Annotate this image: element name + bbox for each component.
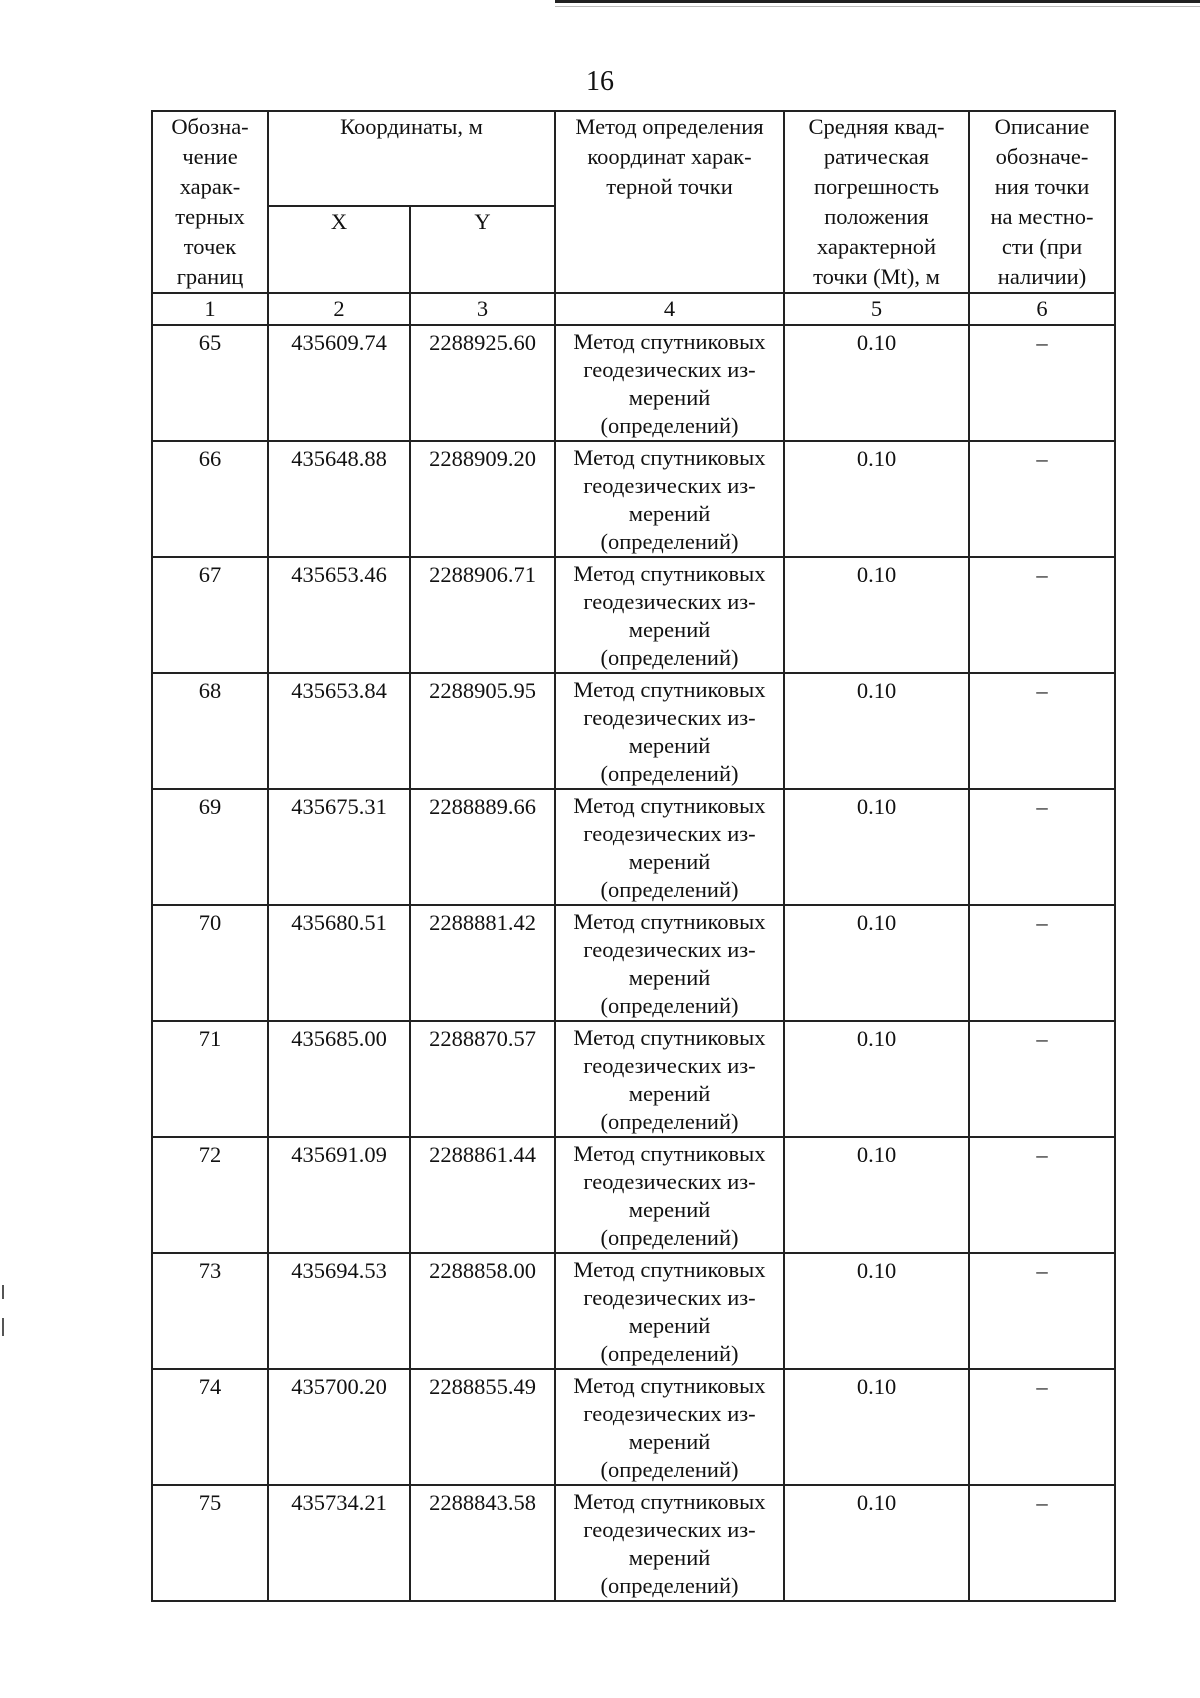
cell-description: – — [969, 1485, 1115, 1601]
cell-error: 0.10 — [784, 1253, 969, 1369]
top-border-line-shadow — [555, 6, 1200, 7]
cell-point: 66 — [152, 441, 268, 557]
cell-error: 0.10 — [784, 1369, 969, 1485]
cell-y: 2288861.44 — [410, 1137, 555, 1253]
cell-description: – — [969, 557, 1115, 673]
cell-y: 2288843.58 — [410, 1485, 555, 1601]
cell-error: 0.10 — [784, 673, 969, 789]
cell-point: 71 — [152, 1021, 268, 1137]
cell-method: Метод спутниковых геодезических из- мерений (определений) — [555, 1137, 784, 1253]
cell-x: 435680.51 — [268, 905, 410, 1021]
header-description: Описание обозначе- ния точки на местно- сти (при наличии) — [969, 111, 1115, 293]
cell-error: 0.10 — [784, 557, 969, 673]
cell-method: Метод спутниковых геодезических из- мерений (определений) — [555, 557, 784, 673]
cell-x: 435685.00 — [268, 1021, 410, 1137]
cell-y: 2288858.00 — [410, 1253, 555, 1369]
cell-point: 74 — [152, 1369, 268, 1485]
cell-point: 72 — [152, 1137, 268, 1253]
header-error: Средняя квад- ратическая погрешность положения характерной точки (Mt), м — [784, 111, 969, 293]
cell-y: 2288909.20 — [410, 441, 555, 557]
cell-method: Метод спутниковых геодезических из- мерений (определений) — [555, 325, 784, 441]
coordinates-table — [151, 110, 1116, 1602]
cell-description: – — [969, 905, 1115, 1021]
cell-point: 69 — [152, 789, 268, 905]
table-row — [152, 1485, 1115, 1601]
cell-x: 435653.46 — [268, 557, 410, 673]
table-row — [152, 325, 1115, 441]
table-row — [152, 789, 1115, 905]
cell-error: 0.10 — [784, 1137, 969, 1253]
column-number: 4 — [555, 293, 784, 325]
table-body — [152, 325, 1115, 1601]
column-number: 2 — [268, 293, 410, 325]
scan-mark — [2, 1318, 4, 1336]
cell-description: – — [969, 441, 1115, 557]
cell-method: Метод спутниковых геодезических из- мерений (определений) — [555, 1369, 784, 1485]
cell-y: 2288870.57 — [410, 1021, 555, 1137]
scan-mark — [2, 1285, 4, 1299]
cell-x: 435648.88 — [268, 441, 410, 557]
cell-x: 435700.20 — [268, 1369, 410, 1485]
table-row — [152, 905, 1115, 1021]
header-coordinates: Координаты, м — [268, 111, 555, 206]
cell-point: 68 — [152, 673, 268, 789]
table-row — [152, 673, 1115, 789]
column-number-row — [152, 293, 1115, 325]
cell-method: Метод спутниковых геодезических из- мерений (определений) — [555, 1021, 784, 1137]
cell-y: 2288906.71 — [410, 557, 555, 673]
cell-y: 2288881.42 — [410, 905, 555, 1021]
cell-method: Метод спутниковых геодезических из- мерений (определений) — [555, 673, 784, 789]
cell-x: 435653.84 — [268, 673, 410, 789]
cell-error: 0.10 — [784, 1485, 969, 1601]
cell-error: 0.10 — [784, 441, 969, 557]
cell-y: 2288925.60 — [410, 325, 555, 441]
cell-y: 2288889.66 — [410, 789, 555, 905]
table-row — [152, 1021, 1115, 1137]
column-number: 6 — [969, 293, 1115, 325]
cell-error: 0.10 — [784, 789, 969, 905]
cell-y: 2288855.49 — [410, 1369, 555, 1485]
header-x: X — [268, 206, 410, 293]
cell-method: Метод спутниковых геодезических из- мерений (определений) — [555, 1485, 784, 1601]
cell-point: 67 — [152, 557, 268, 673]
table-row — [152, 1253, 1115, 1369]
cell-description: – — [969, 1137, 1115, 1253]
cell-x: 435675.31 — [268, 789, 410, 905]
cell-point: 65 — [152, 325, 268, 441]
column-number: 3 — [410, 293, 555, 325]
cell-description: – — [969, 1021, 1115, 1137]
coordinates-table-wrapper — [151, 110, 1114, 1602]
cell-point: 70 — [152, 905, 268, 1021]
cell-method: Метод спутниковых геодезических из- мерений (определений) — [555, 441, 784, 557]
cell-method: Метод спутниковых геодезических из- мерений (определений) — [555, 905, 784, 1021]
column-number: 5 — [784, 293, 969, 325]
top-border-line — [555, 0, 1200, 3]
cell-point: 75 — [152, 1485, 268, 1601]
table-row — [152, 557, 1115, 673]
page-number: 16 — [586, 66, 614, 97]
cell-error: 0.10 — [784, 905, 969, 1021]
cell-description: – — [969, 325, 1115, 441]
cell-error: 0.10 — [784, 1021, 969, 1137]
cell-point: 73 — [152, 1253, 268, 1369]
cell-description: – — [969, 1253, 1115, 1369]
cell-y: 2288905.95 — [410, 673, 555, 789]
cell-x: 435694.53 — [268, 1253, 410, 1369]
cell-x: 435691.09 — [268, 1137, 410, 1253]
header-method: Метод определения координат харак- терной точки — [555, 111, 784, 293]
column-number: 1 — [152, 293, 268, 325]
table-row — [152, 1137, 1115, 1253]
header-point-designation: Обозна- чение харак- терных точек границ — [152, 111, 268, 293]
cell-method: Метод спутниковых геодезических из- мерений (определений) — [555, 1253, 784, 1369]
cell-method: Метод спутниковых геодезических из- мерений (определений) — [555, 789, 784, 905]
cell-x: 435609.74 — [268, 325, 410, 441]
header-y: Y — [410, 206, 555, 293]
table-row — [152, 441, 1115, 557]
cell-x: 435734.21 — [268, 1485, 410, 1601]
cell-description: – — [969, 1369, 1115, 1485]
table-row — [152, 1369, 1115, 1485]
cell-description: – — [969, 789, 1115, 905]
cell-error: 0.10 — [784, 325, 969, 441]
cell-description: – — [969, 673, 1115, 789]
